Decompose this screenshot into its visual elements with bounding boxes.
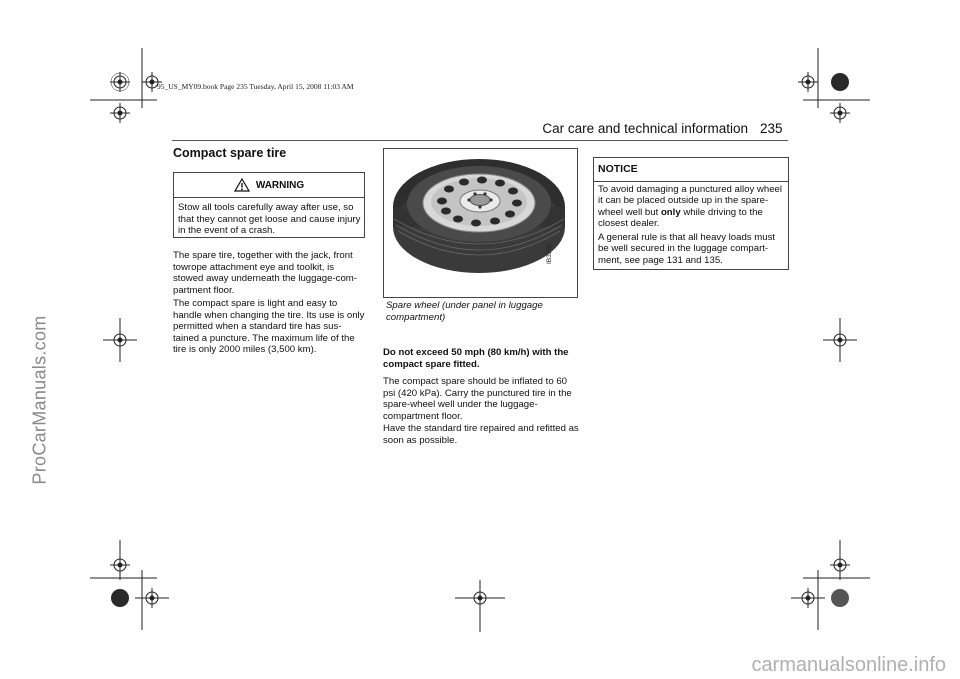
section-title: Compact spare tire — [173, 146, 287, 160]
inflation-paragraph: The compact spare should be inflated to 60 psi (420 kPa). Carry the punctured tire in the spare-wheel well under the luggage-compartment floor. — [383, 376, 572, 422]
figure-code: IB3233 — [546, 243, 553, 264]
notice-emphasis: only — [660, 206, 681, 218]
print-info-line: 95_US_MY09.book Page 235 Tuesday, April 15, 2008 11:03 AM — [157, 82, 354, 91]
notice-label: NOTICE — [598, 163, 638, 175]
side-watermark: ProCarManuals.com — [29, 315, 50, 485]
notice-text — [598, 184, 786, 269]
notice-paragraph-2: A general rule is that all heavy loads must be well secured in the luggage compart-ment, see page 131 and 135. — [598, 232, 776, 266]
running-header-title: Car care and technical information — [542, 121, 748, 136]
notice-box — [593, 157, 789, 270]
page-number: 235 — [760, 121, 783, 136]
repair-paragraph: Have the standard tire repaired and refitted as soon as possible. — [383, 423, 579, 446]
header-rule — [172, 140, 788, 141]
compact-spare-paragraph: The compact spare is light and easy to handle when changing the tire. Its use is only permitted when a standard tire has sus-tained a puncture. The maximum life of the tire is only 2000 miles (3,500 km). — [173, 298, 365, 355]
bottom-watermark: carmanualsonline.info — [751, 654, 946, 676]
warning-label: WARNING — [255, 179, 305, 191]
warning-triangle-icon — [234, 178, 250, 192]
figure-caption: Spare wheel (under panel in luggage compartment) — [386, 300, 543, 323]
spare-tire-storage-paragraph: The spare tire, together with the jack, front towrope attachment eye and toolkit, is stowed away underneath the luggage-com-partment floor. — [173, 250, 357, 296]
speed-limit-note: Do not exceed 50 mph (80 km/h) with the compact spare fitted. — [383, 347, 569, 370]
notice-paragraph-1 — [598, 184, 786, 229]
spare-wheel-figure — [383, 148, 578, 298]
notice-text-part: To avoid damaging a punctured alloy wheel it can be placed outside up in the spare-wheel well but — [598, 184, 782, 218]
warning-box — [173, 172, 365, 238]
warning-header — [174, 173, 364, 198]
warning-text: Stow all tools carefully away after use, so that they cannot get loose and cause injury in the event of a crash. — [178, 202, 361, 236]
spare-wheel-illustration — [384, 149, 577, 297]
notice-text-part: while driving to the closest dealer. — [598, 206, 763, 229]
notice-header — [594, 158, 788, 182]
